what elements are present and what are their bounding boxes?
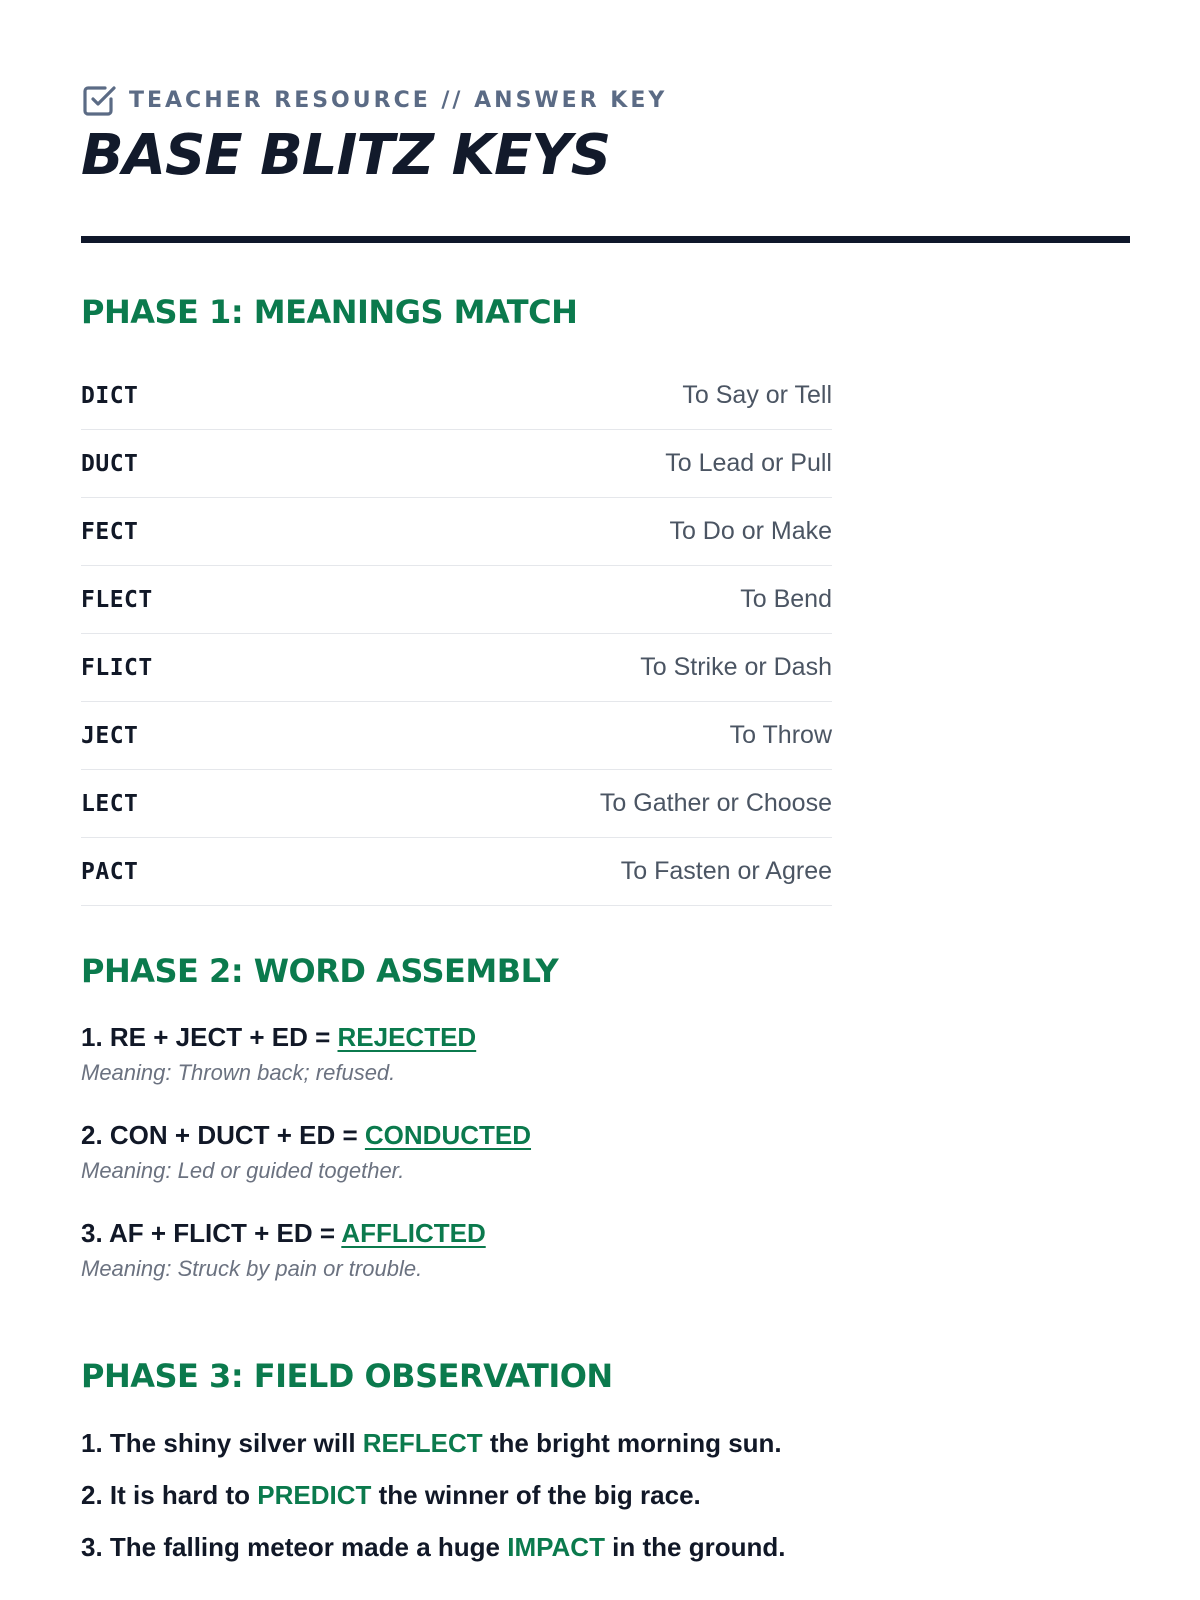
match-row — [81, 702, 832, 770]
assembly-meaning: Meaning: Led or guided together. — [81, 1158, 405, 1183]
assembly-item — [81, 1021, 1130, 1087]
match-root: DUCT — [81, 450, 139, 477]
match-root: JECT — [81, 722, 139, 749]
phase3-heading: PHASE 3: FIELD OBSERVATION — [81, 1357, 613, 1395]
match-meaning: To Lead or Pull — [665, 449, 832, 477]
assembly-item — [81, 1119, 1130, 1185]
assembly-parts: 1. RE + JECT + ED = — [81, 1022, 338, 1052]
observation-sentence — [81, 1427, 782, 1459]
match-meaning: To Bend — [740, 585, 832, 613]
match-row — [81, 430, 832, 498]
observation-before: 1. The shiny silver will — [81, 1428, 363, 1458]
assembly-answer: REJECTED — [337, 1022, 477, 1052]
match-row — [81, 498, 832, 566]
observation-before: 3. The falling meteor made a huge — [81, 1532, 508, 1562]
observation-key-word: PREDICT — [257, 1480, 372, 1510]
match-meaning: To Throw — [729, 721, 832, 749]
match-meaning: To Strike or Dash — [640, 653, 832, 681]
observation-sentence — [81, 1479, 701, 1511]
assembly-equation — [81, 1217, 1130, 1249]
match-root: DICT — [81, 382, 139, 409]
assembly-answer: CONDUCTED — [364, 1120, 532, 1150]
match-root: LECT — [81, 790, 139, 817]
assembly-item — [81, 1217, 1130, 1283]
assembly-meaning: Meaning: Thrown back; refused. — [81, 1060, 396, 1085]
match-row — [81, 634, 832, 702]
match-meaning: To Gather or Choose — [599, 789, 832, 817]
assembly-equation — [81, 1119, 1130, 1151]
observation-sentence — [81, 1531, 785, 1563]
match-root: FECT — [81, 518, 139, 545]
assembly-parts: 3. AF + FLICT + ED = — [81, 1218, 342, 1248]
match-meaning: To Say or Tell — [682, 381, 832, 409]
phase2-heading: PHASE 2: WORD ASSEMBLY — [81, 952, 559, 990]
match-row — [81, 362, 832, 430]
assembly-equation — [81, 1021, 1130, 1053]
observation-after: the bright morning sun. — [482, 1428, 782, 1458]
assembly-answer: AFFLICTED — [341, 1218, 486, 1248]
match-root: FLICT — [81, 654, 153, 681]
eyebrow — [81, 82, 667, 118]
assembly-parts: 2. CON + DUCT + ED = — [81, 1120, 365, 1150]
observation-key-word: REFLECT — [362, 1428, 483, 1458]
observation-before: 2. It is hard to — [81, 1480, 258, 1510]
page-title: BASE BLITZ KEYS — [81, 123, 611, 188]
phase1-heading: PHASE 1: MEANINGS MATCH — [81, 293, 578, 331]
match-root: PACT — [81, 858, 139, 885]
observation-after: in the ground. — [604, 1532, 786, 1562]
match-meaning: To Fasten or Agree — [620, 857, 832, 885]
match-row — [81, 838, 832, 906]
match-root: FLECT — [81, 586, 153, 613]
header-divider — [81, 236, 1130, 243]
match-row — [81, 770, 832, 838]
meanings-match-list — [81, 362, 832, 906]
observation-after: the winner of the big race. — [371, 1480, 701, 1510]
observation-key-word: IMPACT — [507, 1532, 605, 1562]
checkbox-icon — [81, 82, 117, 118]
match-meaning: To Do or Make — [669, 517, 832, 545]
eyebrow-label: TEACHER RESOURCE // ANSWER KEY — [129, 87, 668, 113]
match-row — [81, 566, 832, 634]
assembly-meaning: Meaning: Struck by pain or trouble. — [81, 1256, 423, 1281]
